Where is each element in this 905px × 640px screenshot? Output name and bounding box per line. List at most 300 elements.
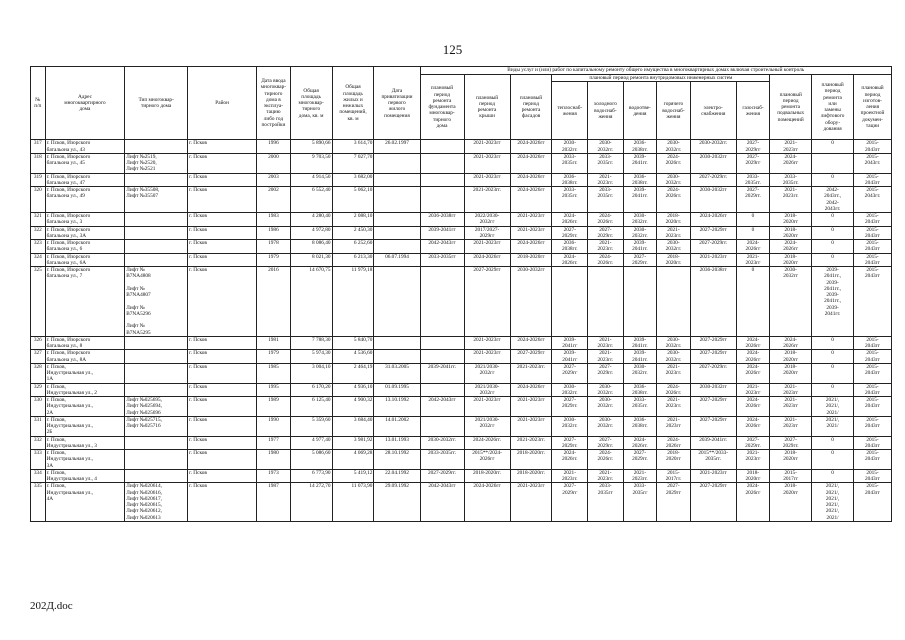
cell-priv: 29.09.1992 [374, 483, 420, 522]
cell-no: 322 [31, 226, 46, 240]
cell-roof: 2021-2023гг [464, 350, 510, 364]
cell-elec: 2027-2029гг. [690, 240, 736, 254]
cell-sewer: 2039- 2041гг. [623, 153, 657, 173]
cell-res: 3 684,40 [332, 416, 374, 436]
cell-type [125, 350, 188, 364]
cell-found [420, 140, 464, 154]
cell-addr: г. Псков, Изорского батальона ул., 47 [45, 173, 125, 187]
cell-hot: 2018- 2020гг [657, 450, 691, 470]
cell-hot: 2021- 2023гг. [657, 363, 691, 383]
cell-res: 6 252,60 [332, 240, 374, 254]
cell-design: 2015- 2043гг [854, 350, 892, 364]
header-roof: плановый период ремонта крыши [464, 75, 510, 140]
cell-heat: 2033- 2035гг. [552, 187, 588, 213]
cell-basement: 2018- 2020гг [770, 253, 812, 267]
header-gas: газоснаб- жения [736, 82, 770, 140]
cell-design: 2015- 2043гг [854, 363, 892, 383]
cell-facade: 2018-2020гг [510, 253, 552, 267]
cell-roof: 2021-2023гг [464, 140, 510, 154]
cell-basement: 2024- 2026гг [770, 153, 812, 173]
cell-total: 5 359,60 [290, 416, 332, 436]
cell-facade: 2021-2023гг [510, 226, 552, 240]
cell-hot: 2021- 2023гг. [657, 226, 691, 240]
cell-facade: 2024-2026гг [510, 153, 552, 173]
cell-basement: 2018- 2020гг [770, 483, 812, 522]
cell-type: Лифт №020614, Лифт №020616, Лифт №020617, Лифт №020615, Лифт №020612, Лифт №020613 [125, 483, 188, 522]
cell-total: 6 170,20 [290, 383, 332, 397]
cell-hot: 2018- 2020гг. [657, 213, 691, 227]
cell-facade: 2024-2026гг [510, 383, 552, 397]
table-row [31, 226, 892, 240]
cell-elec: 2030-2032гг [690, 383, 736, 397]
cell-addr: г. Псков, Изорского батальона ул., 45 [45, 153, 125, 173]
cell-addr: г. Псков, Индустриальная ул., 4А [45, 483, 125, 522]
cell-elec: 2027-2029гг. [690, 173, 736, 187]
cell-elec: 2027-2029гг [690, 350, 736, 364]
cell-total: 8 086,40 [290, 240, 332, 254]
cell-priv: 14.01.2002 [374, 416, 420, 436]
cell-district: г. Псков [188, 267, 257, 337]
cell-cold: 2021- 2023гг. [588, 240, 624, 254]
cell-sewer: 2039- 2041гг. [623, 240, 657, 254]
cell-gas: 0 [736, 226, 770, 240]
cell-basement: 2015- 2017гг [770, 469, 812, 483]
cell-facade: 2024-2026гг [510, 240, 552, 254]
cell-design: 2015- 2043гг. [854, 153, 892, 173]
cell-priv [374, 173, 420, 187]
cell-heat: 2024- 2026гг. [552, 450, 588, 470]
cell-district: г. Псков [188, 469, 257, 483]
cell-gas: 0 [736, 213, 770, 227]
cell-district: г. Псков [188, 350, 257, 364]
cell-sewer: 2030- 2032гг. [623, 226, 657, 240]
cell-facade: 2024-2026гг [510, 173, 552, 187]
cell-year: 1985 [257, 363, 291, 383]
cell-basement: 2033- 2035гг. [770, 173, 812, 187]
cell-hot: 2024- 2026гг. [657, 187, 691, 213]
cell-gas: 2024- 2026гг [736, 397, 770, 417]
cell-district: г. Псков [188, 436, 257, 450]
cell-found: 2036-2038гг [420, 213, 464, 227]
cell-hot [657, 267, 691, 337]
table-row [31, 483, 892, 522]
cell-heat: 2024- 2026гг. [552, 213, 588, 227]
cell-district: г. Псков [188, 187, 257, 213]
cell-elec: 2021-2023гг [690, 253, 736, 267]
cell-type [125, 240, 188, 254]
cell-sewer: 2033- 2035гг. [623, 397, 657, 417]
cell-res: 3 981,92 [332, 436, 374, 450]
cell-total: 9 703,50 [290, 153, 332, 173]
cell-no: 317 [31, 140, 46, 154]
cell-heat: 2033- 2035гг. [552, 153, 588, 173]
header-year: Дата ввода многоквар- тирного дома в эксплуа- тацию либо год постройки [257, 67, 291, 140]
cell-no: 325 [31, 267, 46, 337]
cell-total: 7 788,30 [290, 336, 332, 350]
cell-lift: 2039- 2041гг., 2039- 2041гг., 2039- 2041гг., 2039- 2041гг. [812, 267, 854, 337]
cell-gas: 2027- 2029гг [736, 140, 770, 154]
cell-heat: 2027- 2029гг. [552, 226, 588, 240]
cell-cold: 2030- 2032гг. [588, 140, 624, 154]
cell-res: 4 936,10 [332, 383, 374, 397]
cell-total: 14 272,70 [290, 483, 332, 522]
cell-district: г. Псков [188, 140, 257, 154]
cell-found [420, 153, 464, 173]
cell-type: Лифт №025715, Лифт №025716 [125, 416, 188, 436]
cell-addr: г. Псков, Изорского батальона ул., 3А [45, 226, 125, 240]
cell-res: 3 682,00 [332, 173, 374, 187]
cell-roof: 2021-2023гг [464, 153, 510, 173]
cell-lift: 0 [812, 253, 854, 267]
header-no: № п/п [31, 67, 46, 140]
cell-basement: 2021- 2023гг [770, 140, 812, 154]
cell-lift: 0 [812, 240, 854, 254]
cell-found: 2033-2035гг. [420, 450, 464, 470]
cell-design: 2015- 2043гг [854, 336, 892, 350]
cell-hot: 2030- 2032гг. [657, 350, 691, 364]
cell-no: 323 [31, 240, 46, 254]
cell-cold: 2021- 2023гг. [588, 173, 624, 187]
cell-year: 1987 [257, 483, 291, 522]
cell-priv [374, 240, 420, 254]
cell-found: 2042-2043гг [420, 240, 464, 254]
cell-cold: 2033- 2035гг [588, 483, 624, 522]
cell-heat: 2027- 2029гг [552, 483, 588, 522]
cell-type [125, 450, 188, 470]
cell-facade: 2021-2023гг. [510, 436, 552, 450]
cell-gas: 2027- 2029гг [736, 153, 770, 173]
cell-addr: г. Псков, Изорского батальона ул., 43 [45, 140, 125, 154]
cell-sewer [623, 267, 657, 337]
cell-type [125, 253, 188, 267]
cell-addr: г. Псков, Индустриальная ул., 2 [45, 383, 125, 397]
cell-facade: 2027-2029гг [510, 350, 552, 364]
cell-hot: 2030- 2032гг. [657, 240, 691, 254]
cell-sewer: 2027- 2029гг. [623, 253, 657, 267]
cell-res: 6 213,30 [332, 253, 374, 267]
header-address: Адрес многоквартирного дома [45, 67, 125, 140]
cell-sewer: 2036- 2038гг. [623, 140, 657, 154]
cell-facade: 2018-2020гг. [510, 469, 552, 483]
cell-no: 321 [31, 213, 46, 227]
cell-res: 4 900,32 [332, 397, 374, 417]
cell-type [125, 336, 188, 350]
cell-year: 1986 [257, 226, 291, 240]
cell-district: г. Псков [188, 363, 257, 383]
cell-priv [374, 267, 420, 337]
cell-heat: 2030- 2032гг. [552, 140, 588, 154]
cell-lift: 0 [812, 140, 854, 154]
table-row [31, 140, 892, 154]
cell-total: 4 972,80 [290, 226, 332, 240]
cell-year: 1989 [257, 397, 291, 417]
cell-year: 1983 [257, 213, 291, 227]
header-residential-area: Общая площадь жилых и нежилых помещений, кв. м [332, 67, 374, 140]
cell-priv: 06.07.1994 [374, 253, 420, 267]
cell-addr: г. Псков, Индустриальная ул., 2А [45, 397, 125, 417]
cell-year: 1979 [257, 253, 291, 267]
cell-heat: 2039- 2041гг [552, 336, 588, 350]
table-row [31, 267, 892, 337]
cell-heat: 2030- 2032гг. [552, 416, 588, 436]
cell-cold [588, 267, 624, 337]
cell-roof: 2021-2023гг [464, 240, 510, 254]
cell-basement: 2021- 2023гг. [770, 187, 812, 213]
cell-type [125, 213, 188, 227]
table-row [31, 450, 892, 470]
cell-priv: 01.09.1995 [374, 383, 420, 397]
cell-type [125, 436, 188, 450]
cell-heat: 2021- 2023гг. [552, 469, 588, 483]
cell-hot: 2021- 2023гг. [657, 397, 691, 417]
cell-found: 2027-2029гг. [420, 469, 464, 483]
cell-basement: 2021- 2023гг [770, 416, 812, 436]
table-row [31, 363, 892, 383]
cell-cold: 2030- 2032гг. [588, 416, 624, 436]
cell-sewer: 2036- 2038гг. [623, 383, 657, 397]
cell-elec: 2027-2029гг [690, 483, 736, 522]
cell-lift: 2021/, 2021/, 2021/ [812, 397, 854, 417]
cell-no: 319 [31, 173, 46, 187]
cell-roof: 2021-2023гг [464, 336, 510, 350]
cell-year: 1979 [257, 350, 291, 364]
cell-heat: 2036- 2038гг. [552, 173, 588, 187]
cell-facade: 2021-2023гг. [510, 363, 552, 383]
cell-elec: 2030-2032гг. [690, 140, 736, 154]
cell-lift: 0 [812, 173, 854, 187]
cell-res: 5 840,70 [332, 336, 374, 350]
cell-addr: г. Псков, Индустриальная ул., 4 [45, 469, 125, 483]
cell-gas: 2024- 2026гг [736, 363, 770, 383]
cell-addr: г. Псков, Изорского батальона ул., 49 [45, 187, 125, 213]
cell-cold: 2030- 2032гг. [588, 397, 624, 417]
cell-heat: 2027- 2029гг. [552, 397, 588, 417]
cell-facade: 2018-2020гг. [510, 450, 552, 470]
cell-basement: 2021- 2023гг [770, 383, 812, 397]
cell-found [420, 267, 464, 337]
cell-gas: 2027- 2029гг. [736, 436, 770, 450]
cell-year: 1990 [257, 416, 291, 436]
cell-design: 2015- 2043гг. [854, 187, 892, 213]
cell-total: 6 773,90 [290, 469, 332, 483]
cell-district: г. Псков [188, 173, 257, 187]
cell-gas: 2024- 2026гг [736, 336, 770, 350]
cell-type [125, 363, 188, 383]
cell-found [420, 383, 464, 397]
cell-type: Лифт №2519, Лифт №2520, Лифт №2521 [125, 153, 188, 173]
cell-gas: 2018- 2020гг [736, 469, 770, 483]
cell-hot: 2024- 2026гг [657, 436, 691, 450]
cell-found [420, 416, 464, 436]
table-row [31, 153, 892, 173]
cell-basement: 2018- 2020гг [770, 226, 812, 240]
cell-total: 3 004,10 [290, 363, 332, 383]
cell-design: 2015- 2043гг [854, 416, 892, 436]
cell-district: г. Псков [188, 240, 257, 254]
cell-gas: 2021- 2023гг [736, 253, 770, 267]
cell-total: 6 552,40 [290, 187, 332, 213]
header-facade: плановый период ремонта фасадов [510, 75, 552, 140]
cell-year: 1978 [257, 240, 291, 254]
header-electricity: электро- снабжения [690, 82, 736, 140]
table-row [31, 436, 892, 450]
cell-elec: 2024-2026гг [690, 213, 736, 227]
cell-total: 5 890,66 [290, 140, 332, 154]
cell-no: 334 [31, 469, 46, 483]
cell-elec: 2030-2032гг [690, 153, 736, 173]
cell-elec: 2027-2029гг [690, 416, 736, 436]
cell-basement: 2024- 2026гг [770, 336, 812, 350]
cell-found [420, 350, 464, 364]
cell-no: 335 [31, 483, 46, 522]
cell-res: 11 073,90 [332, 483, 374, 522]
table-row [31, 213, 892, 227]
cell-no: 328 [31, 363, 46, 383]
cell-total: 4 280,40 [290, 213, 332, 227]
header-engineering-systems: плановый период ремонта внутридомовых инженерных систем [552, 75, 770, 82]
cell-sewer: 2036- 2038гг. [623, 173, 657, 187]
table-row [31, 187, 892, 213]
cell-type: Лифт № B7NA4808 Лифт № B7NA4807 Лифт № B7NA5296 Лифт № B7NA5295 [125, 267, 188, 337]
table-row [31, 336, 892, 350]
cell-sewer: 2039- 2041гг. [623, 336, 657, 350]
table-row [31, 350, 892, 364]
capital-repair-table [30, 66, 892, 522]
cell-lift: 0 [812, 213, 854, 227]
header-foundation: плановый период ремонта фундамента многоквар- тирного дома [420, 75, 464, 140]
cell-district: г. Псков [188, 336, 257, 350]
table-row [31, 240, 892, 254]
cell-roof: 2024-2026гг [464, 483, 510, 522]
cell-cold: 2030- 2032гг. [588, 383, 624, 397]
cell-facade: 2030-2032гг [510, 267, 552, 337]
cell-roof: 2024-2026гг. [464, 436, 510, 450]
cell-design: 2015- 2043гг [854, 240, 892, 254]
cell-year: 1977 [257, 436, 291, 450]
cell-basement: 2027- 2029гг. [770, 436, 812, 450]
cell-res: 4 069,28 [332, 450, 374, 470]
cell-heat: 2024- 2026гг. [552, 253, 588, 267]
cell-priv [374, 226, 420, 240]
cell-no: 320 [31, 187, 46, 213]
cell-lift: 2021/, 2021/ [812, 416, 854, 436]
header-design-docs: плановый период изготов- ления проектной докумен- тации [854, 75, 892, 140]
cell-priv: 28.10.1992 [374, 450, 420, 470]
cell-cold: 2024- 2026гг. [588, 450, 624, 470]
cell-sewer: 2021- 2023гг. [623, 469, 657, 483]
cell-gas: 2021- 2023гг [736, 383, 770, 397]
cell-elec: 2027-2029гг. [690, 363, 736, 383]
cell-hot: 2030- 2032гг. [657, 173, 691, 187]
cell-district: г. Псков [188, 483, 257, 522]
cell-heat: 2036- 2038гг. [552, 240, 588, 254]
cell-sewer: 2030- 2032гг. [623, 363, 657, 383]
cell-found [420, 187, 464, 213]
cell-basement: 2030- 2032гг [770, 267, 812, 337]
cell-roof: 2021/2030- 2032гг [464, 363, 510, 383]
cell-basement: 2021- 2023гг [770, 397, 812, 417]
cell-lift: 0 [812, 383, 854, 397]
cell-res: 2 464,19 [332, 363, 374, 383]
cell-res: 11 979,18 [332, 267, 374, 337]
cell-basement: 2018- 2020гг [770, 213, 812, 227]
cell-found: 2039-2041гг [420, 226, 464, 240]
document-filename: 202Д.doc [30, 600, 73, 612]
cell-addr: г. Псков, Изорского батальона ул., 6 [45, 240, 125, 254]
cell-hot: 2021- 2023гг [657, 416, 691, 436]
cell-hot: 2027- 2029гг [657, 483, 691, 522]
cell-sewer: 2033- 2035гг [623, 483, 657, 522]
cell-design: 2015- 2043гг [854, 436, 892, 450]
cell-no: 331 [31, 416, 46, 436]
cell-priv [374, 336, 420, 350]
cell-elec: 2015**/2033- 2035гг. [690, 450, 736, 470]
cell-roof: 2021/2030- 2032гг [464, 383, 510, 397]
cell-facade: 2021-2023гг [510, 483, 552, 522]
cell-facade: 2024-2026гг [510, 187, 552, 213]
cell-roof: 2021-2023гг [464, 397, 510, 417]
cell-res: 3 614,70 [332, 140, 374, 154]
cell-total: 6 125,40 [290, 397, 332, 417]
cell-res: 5 062,10 [332, 187, 374, 213]
cell-year: 1981 [257, 336, 291, 350]
page-number: 125 [442, 42, 463, 57]
cell-roof: 2024-2026гг [464, 253, 510, 267]
cell-res: 2 450,30 [332, 226, 374, 240]
cell-hot: 2018- 2020гг. [657, 253, 691, 267]
cell-addr: г. Псков, Изорского батальона ул., 8 [45, 336, 125, 350]
cell-elec: 2027-2029гг [690, 397, 736, 417]
cell-facade: 2021-2023гг [510, 213, 552, 227]
table-body [31, 140, 892, 522]
header-hot-water: горячего водоснаб- жения [657, 82, 691, 140]
cell-district: г. Псков [188, 383, 257, 397]
cell-addr: г. Псков, Изорского батальона ул., 3 [45, 213, 125, 227]
cell-found: 2030-2032гг. [420, 436, 464, 450]
cell-cold: 2024- 2026гг. [588, 253, 624, 267]
cell-heat: 2027- 2029гг [552, 363, 588, 383]
cell-roof: 2018-2020гг. [464, 469, 510, 483]
cell-heat: 2027- 2029гг. [552, 436, 588, 450]
cell-roof: 2021-2023гг [464, 173, 510, 187]
cell-district: г. Псков [188, 226, 257, 240]
header-heating: теплоснаб- жения [552, 82, 588, 140]
cell-design: 2015- 2043гг [854, 226, 892, 240]
cell-no: 329 [31, 383, 46, 397]
cell-hot: 2024- 2026гг. [657, 153, 691, 173]
cell-addr: г. Псков, Индустриальная ул., 1А [45, 363, 125, 383]
cell-facade: 2024-2026гг [510, 140, 552, 154]
cell-res: 7 027,70 [332, 153, 374, 173]
cell-no: 318 [31, 153, 46, 173]
cell-total: 14 670,75 [290, 267, 332, 337]
cell-cold: 2027- 2029гг. [588, 436, 624, 450]
cell-district: г. Псков [188, 213, 257, 227]
cell-facade: 2021-2023гг [510, 416, 552, 436]
cell-roof: 2015**/2024- 2026гг [464, 450, 510, 470]
table-row [31, 173, 892, 187]
cell-cold: 2027- 2029гг. [588, 226, 624, 240]
cell-heat: 2030- 2032гг. [552, 383, 588, 397]
cell-cold: 2033- 2035гг. [588, 187, 624, 213]
cell-priv: 31.03.2005 [374, 363, 420, 383]
cell-design: 2015- 2043гг [854, 253, 892, 267]
cell-lift: 0 [812, 336, 854, 350]
cell-basement: 2018- 2020гг [770, 450, 812, 470]
header-privatization-date: Дата приватизации первого жилого помещения [374, 67, 420, 140]
cell-elec: 2021-2023гг [690, 469, 736, 483]
cell-year: 2000 [257, 153, 291, 173]
